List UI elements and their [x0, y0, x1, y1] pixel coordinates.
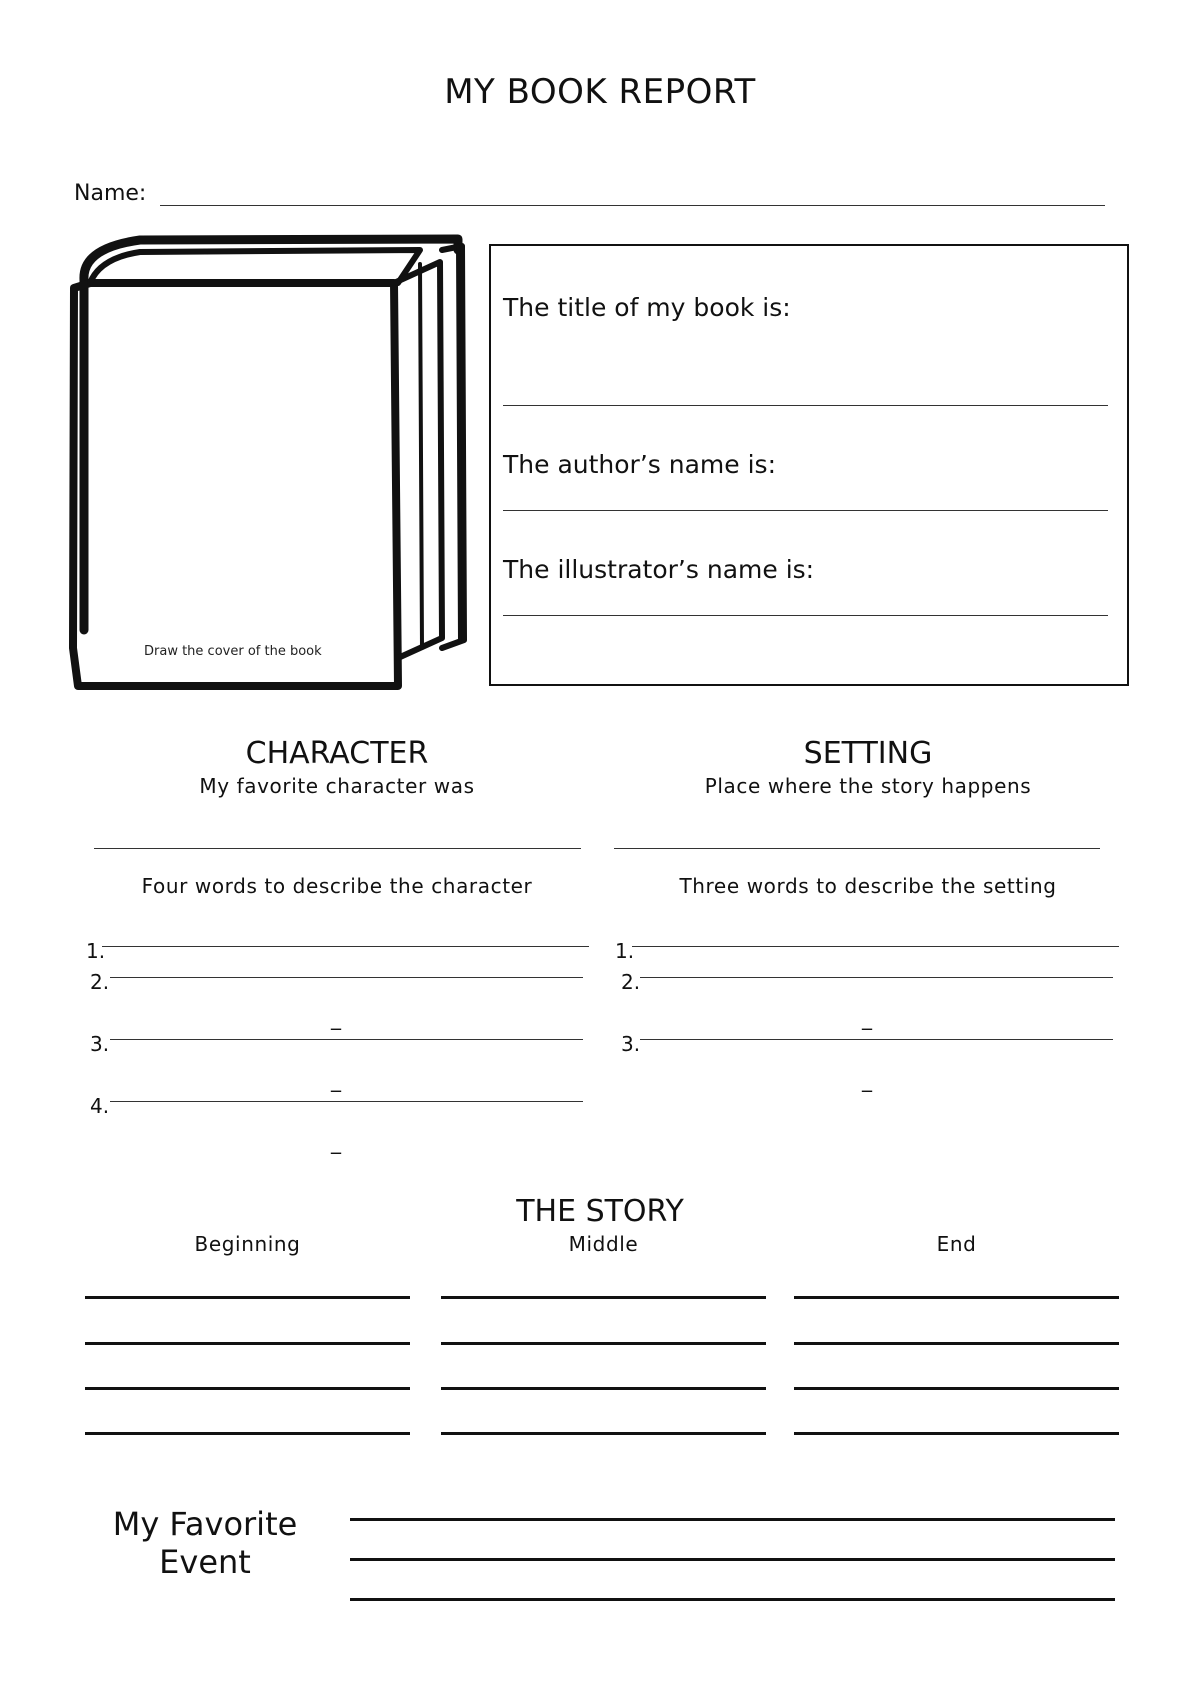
author-label: The author’s name is:: [503, 450, 776, 479]
story-end-line[interactable]: [794, 1432, 1119, 1435]
story-end-line[interactable]: [794, 1342, 1119, 1345]
character-word-field[interactable]: [110, 1101, 583, 1102]
setting-word-number: 2.: [621, 970, 641, 994]
favorite-event-line[interactable]: [350, 1518, 1115, 1521]
favorite-event-line[interactable]: [350, 1598, 1115, 1601]
name-label: Name:: [74, 181, 147, 206]
setting-prompt: Place where the story happens: [704, 774, 1032, 798]
setting-place-field[interactable]: [614, 848, 1100, 849]
favorite-event-line[interactable]: [350, 1558, 1115, 1561]
story-column-label-beginning: Beginning: [194, 1232, 301, 1256]
story-end-line[interactable]: [794, 1296, 1119, 1299]
book-cover-drawing-area[interactable]: [60, 228, 480, 698]
character-word-number: 1.: [86, 939, 106, 963]
story-middle-line[interactable]: [441, 1342, 766, 1345]
book-cover-caption: Draw the cover of the book: [144, 644, 322, 659]
favorite-event-label-line1: My Favorite: [112, 1505, 298, 1543]
setting-describe-label: Three words to describe the setting: [679, 874, 1057, 898]
page-title: MY BOOK REPORT: [444, 72, 756, 112]
character-describe-label: Four words to describe the character: [141, 874, 533, 898]
story-beginning-line[interactable]: [85, 1342, 410, 1345]
setting-heading: SETTING: [803, 736, 933, 771]
book-title-field[interactable]: [503, 405, 1108, 406]
dash-mark: _: [331, 1068, 341, 1092]
dash-mark: _: [862, 1068, 872, 1092]
story-middle-line[interactable]: [441, 1432, 766, 1435]
story-end-line[interactable]: [794, 1387, 1119, 1390]
setting-word-number: 1.: [615, 939, 635, 963]
story-beginning-line[interactable]: [85, 1432, 410, 1435]
character-word-number: 4.: [90, 1094, 110, 1118]
character-word-number: 3.: [90, 1032, 110, 1056]
dash-mark: _: [331, 1130, 341, 1154]
author-field[interactable]: [503, 510, 1108, 511]
character-prompt: My favorite character was: [199, 774, 475, 798]
setting-word-number: 3.: [621, 1032, 641, 1056]
setting-word-field[interactable]: [640, 977, 1113, 978]
favorite-character-field[interactable]: [94, 848, 581, 849]
illustrator-label: The illustrator’s name is:: [503, 555, 815, 584]
dash-mark: _: [331, 1006, 341, 1030]
story-middle-line[interactable]: [441, 1387, 766, 1390]
favorite-event-label-line2: Event: [159, 1543, 251, 1581]
setting-word-field[interactable]: [632, 946, 1119, 947]
character-word-field[interactable]: [110, 977, 583, 978]
name-field[interactable]: [160, 205, 1105, 206]
character-heading: CHARACTER: [245, 736, 429, 771]
story-heading: THE STORY: [516, 1194, 684, 1229]
story-column-label-middle: Middle: [568, 1232, 639, 1256]
dash-mark: _: [862, 1006, 872, 1030]
story-middle-line[interactable]: [441, 1296, 766, 1299]
story-column-label-end: End: [936, 1232, 977, 1256]
illustrator-field[interactable]: [503, 615, 1108, 616]
story-beginning-line[interactable]: [85, 1387, 410, 1390]
character-word-number: 2.: [90, 970, 110, 994]
character-word-field[interactable]: [110, 1039, 583, 1040]
book-title-label: The title of my book is:: [503, 293, 791, 322]
character-word-field[interactable]: [102, 946, 589, 947]
favorite-event-label: [90, 1505, 320, 1581]
story-beginning-line[interactable]: [85, 1296, 410, 1299]
setting-word-field[interactable]: [640, 1039, 1113, 1040]
